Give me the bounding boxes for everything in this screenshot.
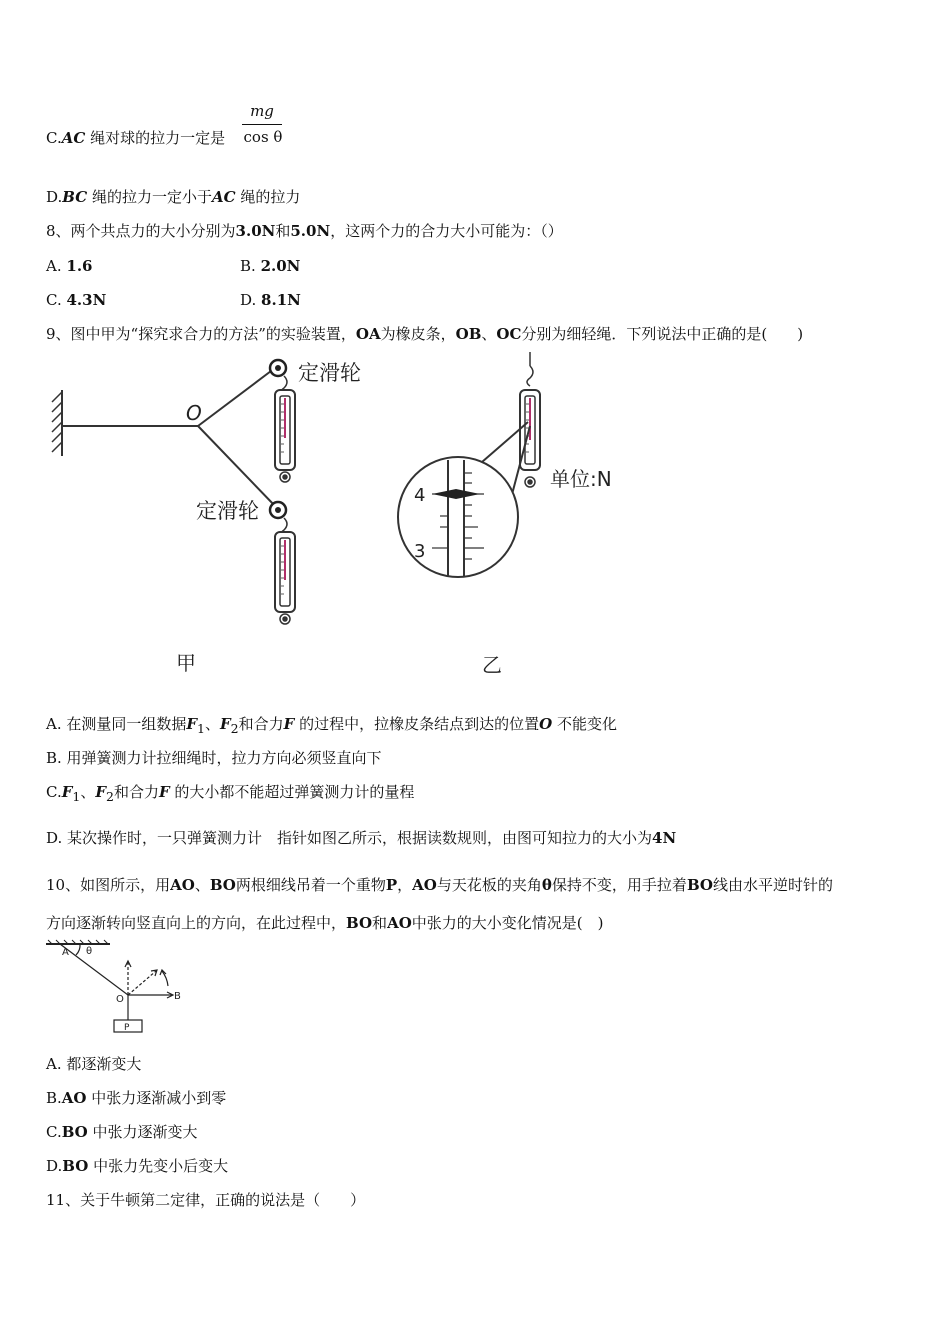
rope-oc [198,426,276,507]
spring-scale-1 [275,376,295,482]
q10-option-b: B.AO 中张力逐渐减小到零 [46,1089,227,1107]
q7-fraction-numerator: mg [250,102,274,120]
q9-figure [0,352,950,692]
q9-option-a: A. 在测量同一组数据$F_1$、$F_2$和合力F 的过程中，拉橡皮条结点到达的位置O 不能变化 [46,715,617,736]
q8-option-b: B. 2.0N [240,257,301,275]
q10-stem-line2: 方向逐渐转向竖直向上的方向，在此过程中，BO和AO中张力的大小变化情况是( ) [46,914,604,932]
caption-yi: 乙 [482,653,502,677]
tick-4: 4 [414,485,426,506]
label-pulley-1: 定滑轮 [298,361,361,385]
q7-fraction-bar [242,124,282,125]
q9-option-b: B. 用弹簧测力计拉细绳时，拉力方向必须竖直向下 [46,749,382,767]
label-b: B [174,991,181,1002]
angle-arc [76,944,80,955]
q7-option-d: D.BC 绳的拉力一定小于AC 绳的拉力 [46,188,301,206]
wall-hatch [52,392,62,452]
q8-option-d: D. 8.1N [240,291,301,309]
q11-stem: 11、关于牛顿第二定律，正确的说法是（ ） [46,1191,366,1209]
q10-stem-line1: 10、如图所示，用AO、BO两根细线吊着一个重物P，AO与天花板的夹角θ保持不变，用手拉着BO线由水平逆时针的 [46,876,833,894]
q9-option-c: $C.F_1$、$F_2$和合力F 的大小都不能超过弹簧测力计的量程 [46,783,415,804]
q8-stem: 8、两个共点力的大小分别为3.0N和5.0N，这两个力的合力大小可能为：（） [46,222,563,240]
unit-label: 单位:N [550,467,612,491]
q9-option-d: D. 某次操作时，一只弹簧测力计 指针如图乙所示，根据读数规则，由图可知拉力的大小为4N [46,829,677,847]
q8-option-c: C. 4.3N [46,291,107,309]
q10-figure [40,938,240,1038]
q10-option-d: D.BO 中张力先变小后变大 [46,1157,229,1175]
label-o: O [186,401,202,425]
spring-scale-3 [520,352,540,487]
label-pulley-2: 定滑轮 [196,499,259,523]
tick-3: 3 [414,541,426,562]
caption-jia: 甲 [176,651,196,675]
rope-ao [60,944,128,995]
q7-fraction-denominator: cos θ [243,128,283,146]
label-theta: θ [86,946,93,957]
q8-option-a: A. 1.6 [46,257,93,275]
rope-ob [198,368,275,426]
spring-scale-2 [275,518,295,624]
q9-stem: 9、图中甲为“探究求合力的方法”的实验装置，OA为橡皮条，OB、OC分别为细轻绳．下列说法中正确的是( ) [46,325,804,343]
dashed-diagonal [128,971,156,995]
pulley-top [270,360,286,376]
q7-option-c: C.AC 绳对球的拉力一定是 [46,129,226,147]
label-p: P [124,1023,130,1033]
pulley-bottom [270,502,286,518]
q10-option-a: A. 都逐渐变大 [46,1055,142,1073]
label-o: O [116,994,124,1005]
q10-option-c: C.BO 中张力逐渐变大 [46,1123,198,1141]
label-a: A [62,947,69,958]
